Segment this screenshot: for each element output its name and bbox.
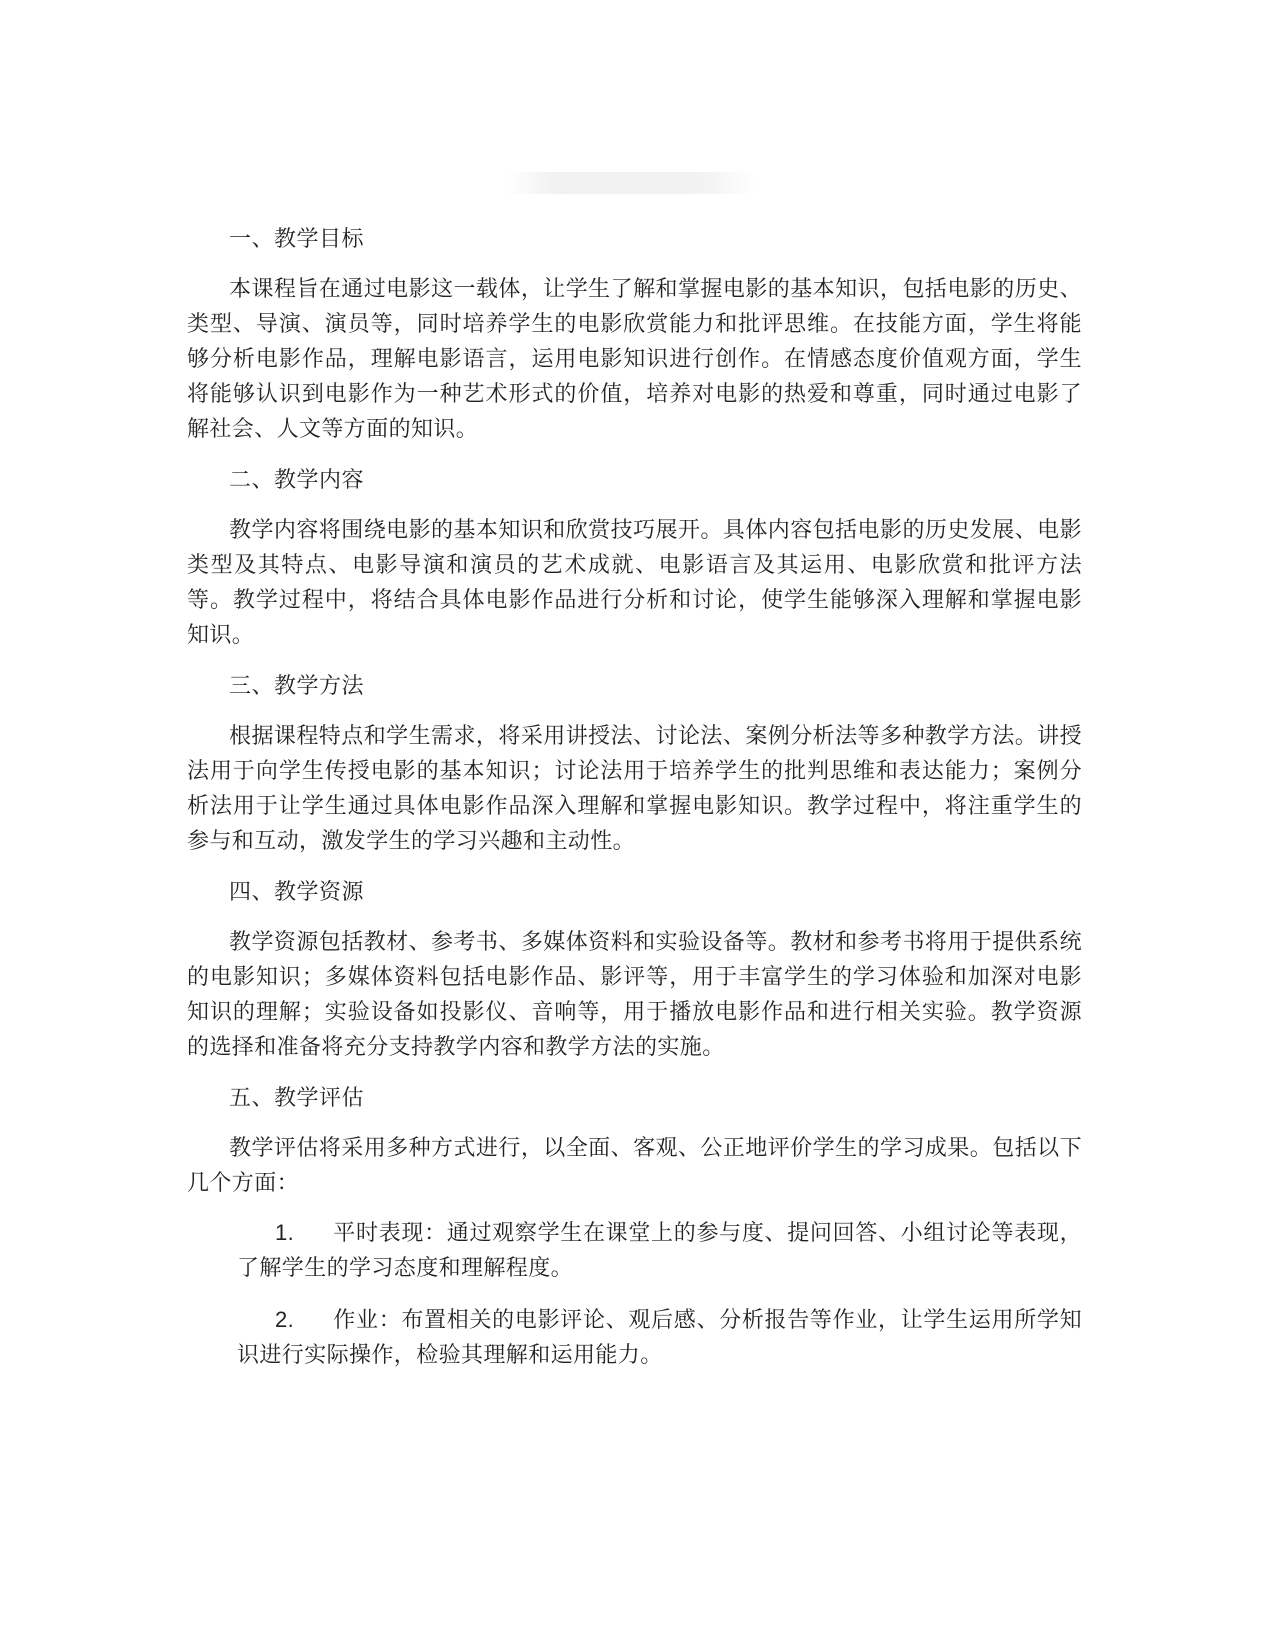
section-paragraph: 教学内容将围绕电影的基本知识和欣赏技巧展开。具体内容包括电影的历史发展、电影类型及其特点、电影导演和演员的艺术成就、电影语言及其运用、电影欣赏和批评方法等。教学过程中，将结合具体电影作品进行分析和讨论，使学生能够深入理解和掌握电影知识。 bbox=[187, 518, 1082, 648]
assessment-list bbox=[187, 1215, 1082, 1373]
section-teaching-methods bbox=[187, 667, 1082, 859]
list-item bbox=[187, 1302, 1082, 1373]
section-paragraph: 教学资源包括教材、参考书、多媒体资料和实验设备等。教材和参考书将用于提供系统的电影知识；多媒体资料包括电影作品、影评等，用于丰富学生的学习体验和加深对电影知识的理解；实验设备如投影仪、音响等，用于播放电影作品和进行相关实验。教学资源的选择和准备将充分支持教学内容和教学方法的实施。 bbox=[187, 930, 1082, 1060]
document-body bbox=[187, 220, 1082, 1389]
section-paragraph: 根据课程特点和学生需求，将采用讲授法、讨论法、案例分析法等多种教学方法。讲授法用于向学生传授电影的基本知识；讨论法用于培养学生的批判思维和表达能力；案例分析法用于让学生通过具体电影作品深入理解和掌握电影知识。教学过程中，将注重学生的参与和互动，激发学生的学习兴趣和主动性。 bbox=[187, 724, 1082, 854]
list-item-text: 平时表现：通过观察学生在课堂上的参与度、提问回答、小组讨论等表现，了解学生的学习态度和理解程度。 bbox=[237, 1221, 1082, 1281]
section-heading: 五、教学评估 bbox=[229, 1086, 365, 1111]
section-teaching-assessment bbox=[187, 1079, 1082, 1373]
list-item-text: 作业：布置相关的电影评论、观后感、分析报告等作业，让学生运用所学知识进行实际操作，检验其理解和运用能力。 bbox=[237, 1308, 1082, 1368]
list-item bbox=[187, 1215, 1082, 1286]
section-teaching-resources bbox=[187, 873, 1082, 1065]
section-paragraph: 本课程旨在通过电影这一载体，让学生了解和掌握电影的基本知识，包括电影的历史、类型、导演、演员等，同时培养学生的电影欣赏能力和批评思维。在技能方面，学生将能够分析电影作品，理解电影语言，运用电影知识进行创作。在情感态度价值观方面，学生将能够认识到电影作为一种艺术形式的价值，培养对电影的热爱和尊重，同时通过电影了解社会、人文等方面的知识。 bbox=[187, 277, 1082, 442]
section-teaching-content bbox=[187, 461, 1082, 653]
section-heading: 三、教学方法 bbox=[229, 674, 365, 699]
section-teaching-objectives bbox=[187, 220, 1082, 447]
section-heading: 二、教学内容 bbox=[229, 468, 365, 493]
faint-header-watermark bbox=[505, 172, 755, 194]
section-heading: 一、教学目标 bbox=[229, 227, 365, 252]
section-paragraph: 教学评估将采用多种方式进行，以全面、客观、公正地评价学生的学习成果。包括以下几个方面： bbox=[187, 1136, 1082, 1196]
list-item-number: 2. bbox=[275, 1307, 295, 1332]
list-item-number: 1. bbox=[275, 1220, 295, 1245]
section-heading: 四、教学资源 bbox=[229, 880, 365, 905]
